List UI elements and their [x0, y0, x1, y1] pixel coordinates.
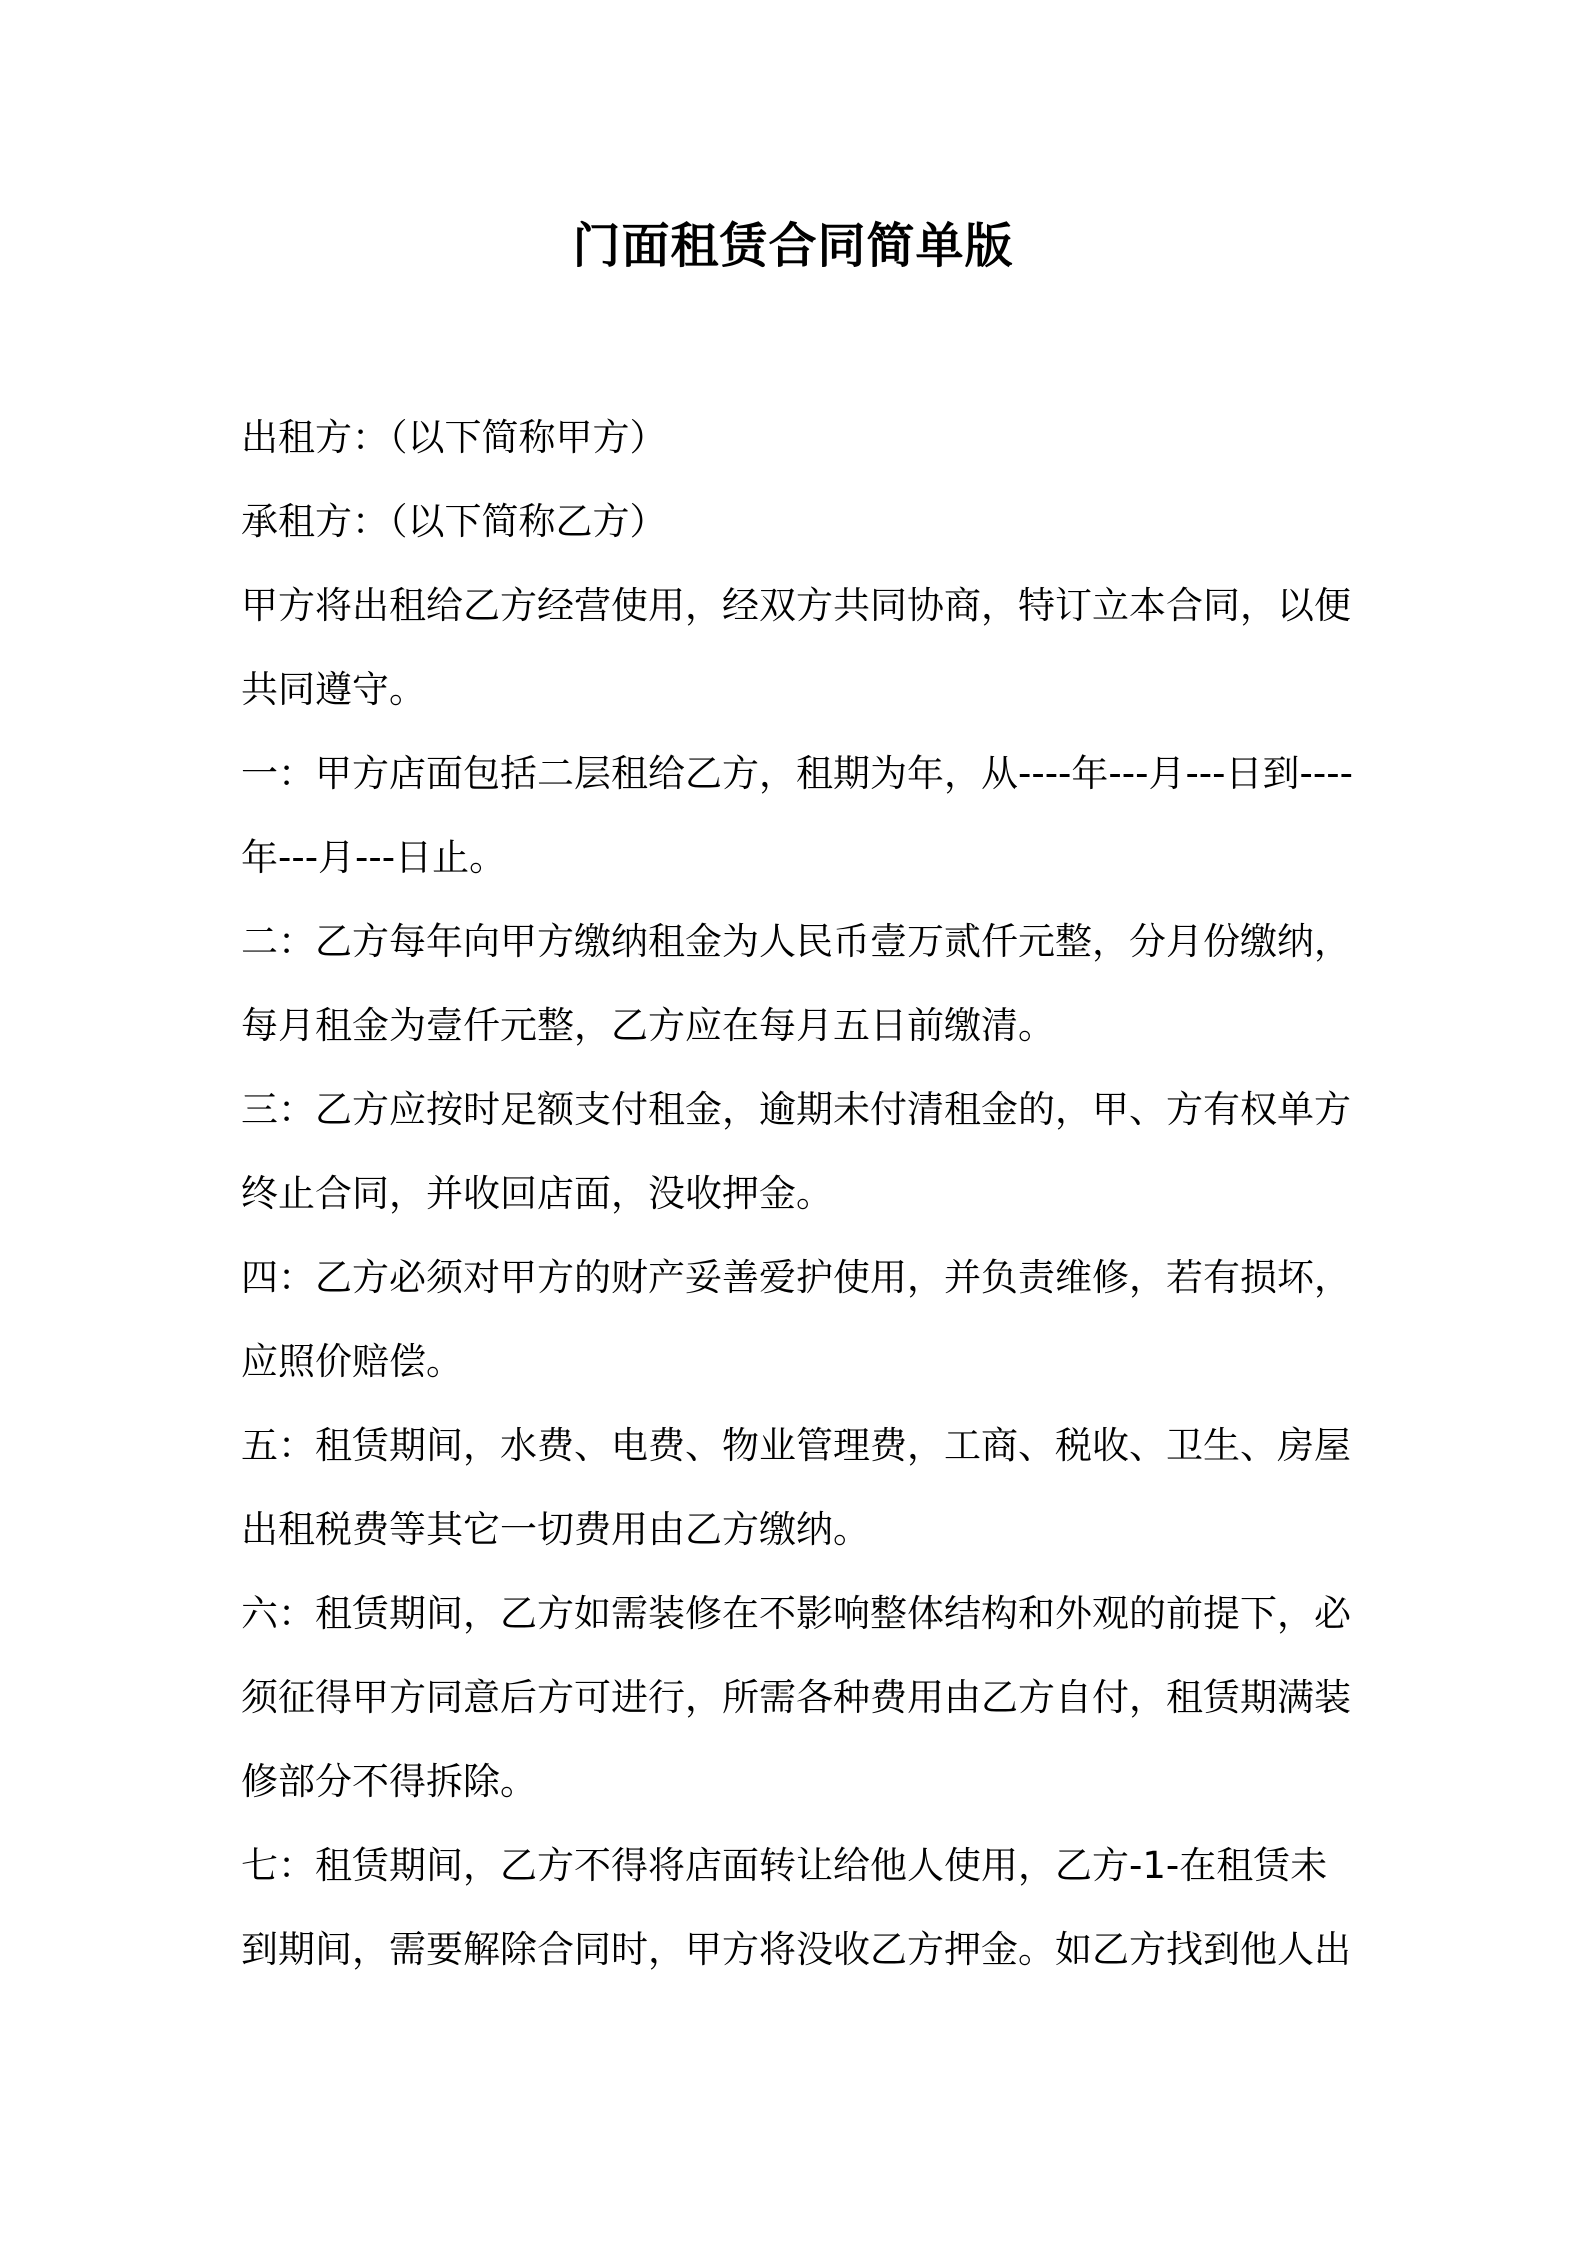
clause-6: 六：租赁期间，乙方如需装修在不影响整体结构和外观的前提下，必须征得甲方同意后方可进行，所需各种费用由乙方自付，租赁期满装修部分不得拆除。: [241, 1592, 1351, 1803]
party-lessee-line: 承租方：（以下简称乙方）: [241, 500, 667, 543]
document-title: 门面租赁合同简单版: [572, 218, 1014, 274]
clause-1: 一：甲方店面包括二层租给乙方，租期为年，从----年---月---日到----年---月---日止。: [241, 752, 1353, 879]
party-lessor-line: 出租方：（以下简称甲方）: [241, 416, 667, 459]
clause-3: 三：乙方应按时足额支付租金，逾期未付清租金的，甲、方有权单方终止合同，并收回店面，没收押金。: [241, 1088, 1351, 1215]
clause-7: 七：租赁期间，乙方不得将店面转让给他人使用，乙方-1-在租赁未到期间，需要解除合同时，甲方将没收乙方押金。如乙方找到他人出: [241, 1844, 1351, 1971]
clause-2: 二：乙方每年向甲方缴纳租金为人民币壹万贰仟元整，分月份缴纳，每月租金为壹仟元整，乙方应在每月五日前缴清。: [241, 920, 1351, 1047]
document-body: [241, 396, 1361, 1992]
clause-5: 五：租赁期间，水费、电费、物业管理费，工商、税收、卫生、房屋出租税费等其它一切费用由乙方缴纳。: [241, 1424, 1351, 1551]
clause-4: 四：乙方必须对甲方的财产妥善爱护使用，并负责维修，若有损坏，应照价赔偿。: [241, 1256, 1351, 1383]
preamble-paragraph: 甲方将出租给乙方经营使用，经双方共同协商，特订立本合同，以便共同遵守。: [241, 584, 1351, 711]
